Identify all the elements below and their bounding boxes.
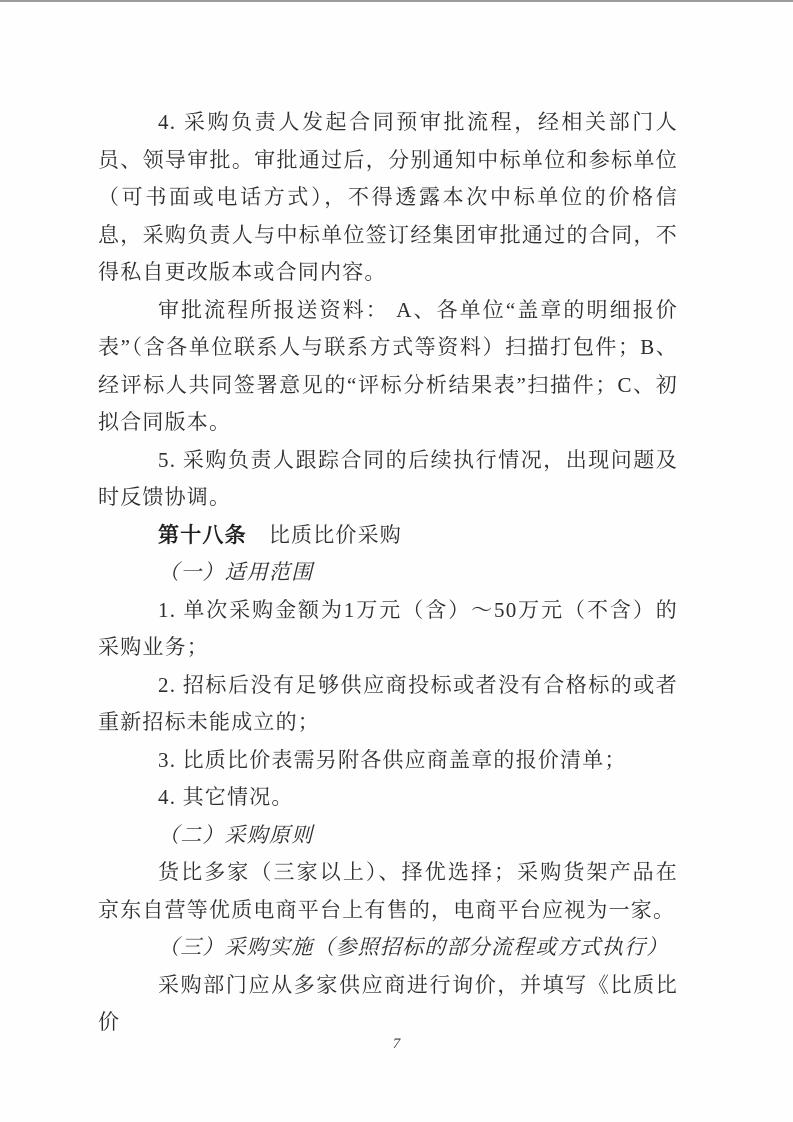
article-title: 比质比价采购	[268, 522, 403, 547]
paragraph-contract-preapproval: 4. 采购负责人发起合同预审批流程，经相关部门人员、领导审批。审批通过后，分别通知中标单位和参标单位（可书面或电话方式），不得透露本次中标单位的价格信息，采购负责人与中标单位签订经集团审批通过的合同，不得私自更改版本或合同内容。	[98, 110, 678, 284]
article-18-heading	[98, 517, 678, 555]
page-content	[98, 104, 678, 1042]
paragraph-contract-followup: 5. 采购负责人跟踪合同的后续执行情况，出现问题及时反馈协调。	[98, 447, 678, 509]
subheading-scope: （一）适用范围	[158, 560, 314, 584]
paragraph-approval-materials: 审批流程所报送资料： A、各单位“盖章的明细报价表”（含各单位联系人与联系方式等资料）扫描打包件；B、经评标人共同签署意见的“评标分析结果表”扫描件；C、初拟合同版本。	[98, 297, 678, 434]
paragraph-principles: 货比多家（三家以上）、择优选择；采购货架产品在京东自营等优质电商平台上有售的，电商平台应视为一家。	[98, 860, 678, 922]
list-item-other-cases: 4. 其它情况。	[158, 785, 294, 809]
subheading-principles: （二）采购原则	[158, 822, 314, 847]
scan-edge-line	[0, 0, 793, 2]
article-number: 第十八条	[158, 523, 247, 547]
list-item-amount-range: 1. 单次采购金额为1万元（含）～50万元（不含）的采购业务；	[98, 597, 678, 659]
list-item-quote-list: 3. 比质比价表需另附各供应商盖章的报价清单；	[158, 747, 627, 772]
list-item-insufficient-bidders: 2. 招标后没有足够供应商投标或者没有合格标的或者重新招标未能成立的；	[98, 672, 678, 734]
subheading-implementation: （三）采购实施（参照招标的部分流程或方式执行）	[158, 935, 669, 959]
paragraph-implementation: 采购部门应从多家供应商进行询价，并填写《比质比价	[98, 972, 678, 1034]
page-number: 7	[392, 1036, 401, 1052]
